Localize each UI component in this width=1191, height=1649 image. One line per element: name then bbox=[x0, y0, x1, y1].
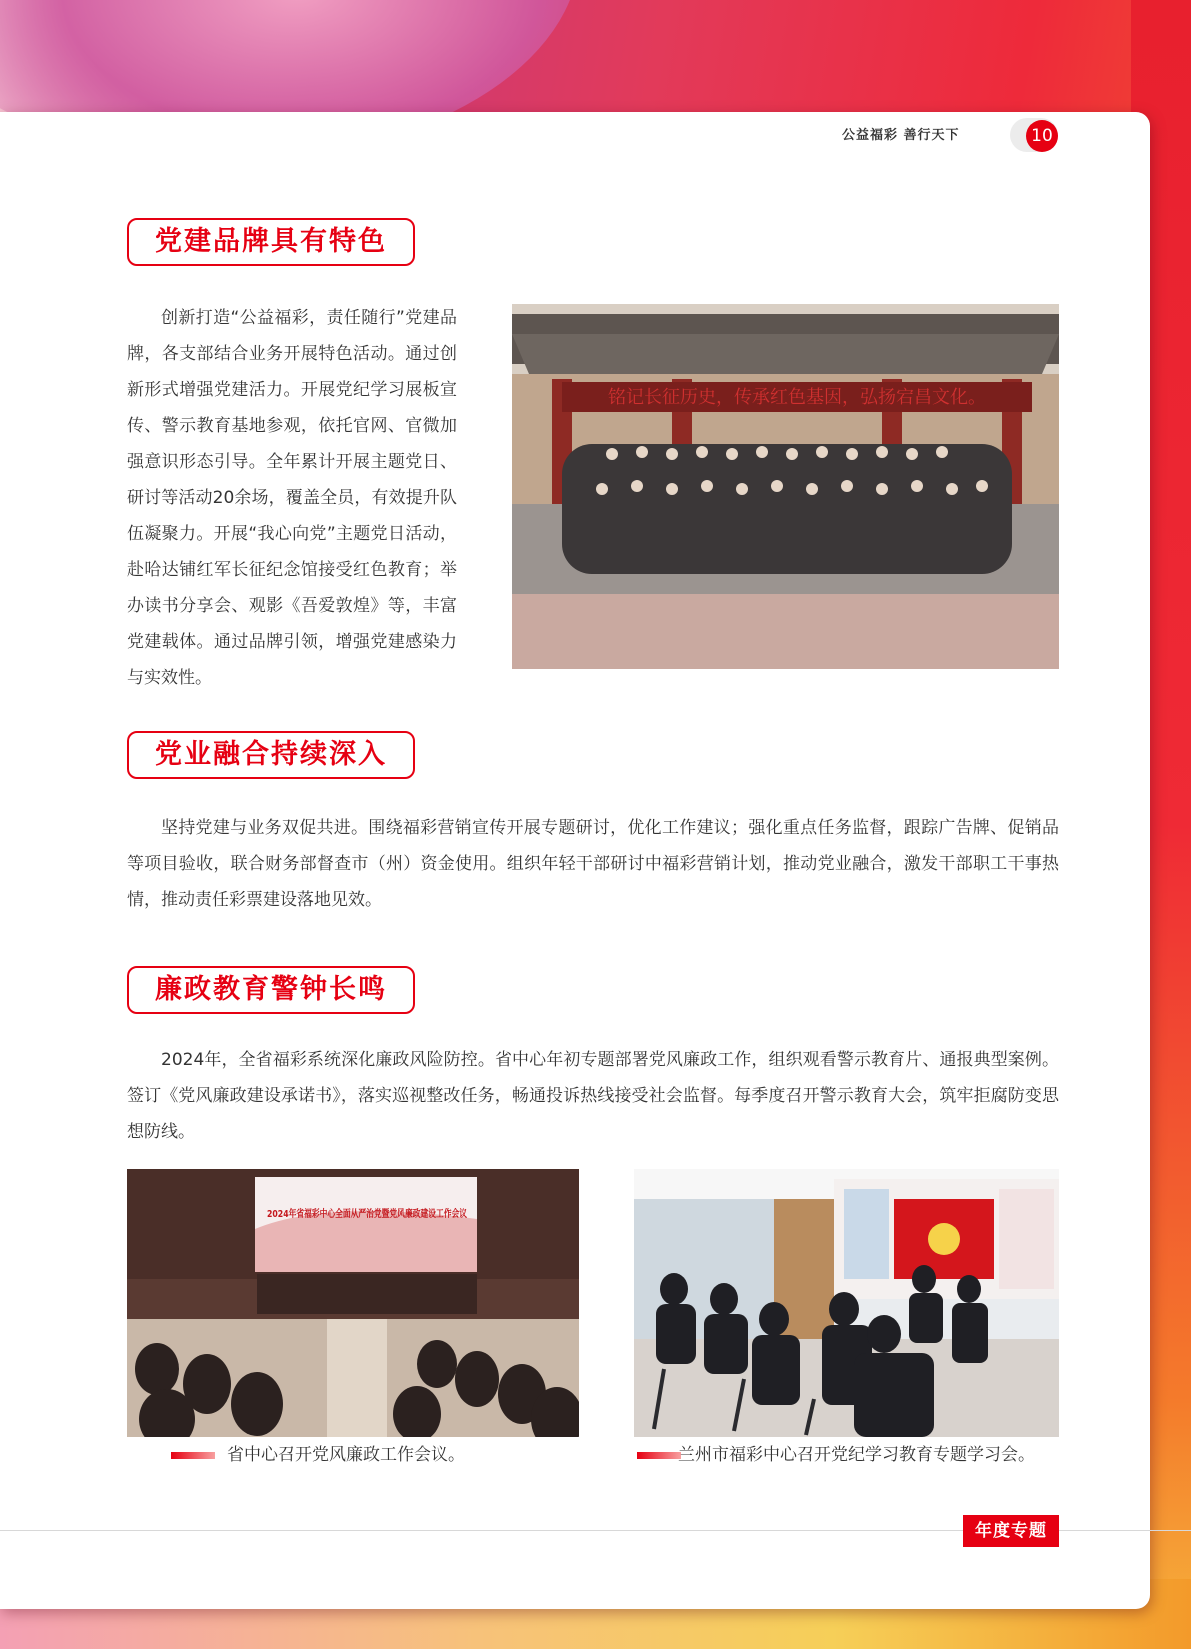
photo-study-session bbox=[634, 1169, 1059, 1437]
photo-meeting-hall-image bbox=[127, 1169, 579, 1437]
caption-marker-left bbox=[171, 1452, 215, 1459]
section-body-integrity: 2024年，全省福彩系统深化廉政风险防控。省中心年初专题部署党风廉政工作，组织观看警示教育片、通报典型案例。签订《党风廉政建设承诺书》，落实巡视整改任务，畅通投诉热线接受社会监督。每季度召开警示教育大会，筑牢拒腐防变思想防线。 bbox=[127, 1050, 1059, 1142]
caption-right: 兰州市福彩中心召开党纪学习教育专题学习会。 bbox=[678, 1445, 1035, 1465]
photo-group-memorial bbox=[512, 304, 1059, 669]
section-title-integrity: 廉政教育警钟长鸣 bbox=[127, 966, 415, 1014]
photo-study-session-image bbox=[634, 1169, 1059, 1437]
photo-meeting-hall bbox=[127, 1169, 579, 1437]
footer-tag: 年度专题 bbox=[963, 1515, 1059, 1547]
photo-banner-text: 铭记长征历史，传承红色基因，弘扬宕昌文化。 bbox=[608, 387, 986, 408]
section-body-party-business: 坚持党建与业务双促共进。围绕福彩营销宣传开展专题研讨，优化工作建议；强化重点任务监督，跟踪广告牌、促销品等项目验收，联合财务部督查市（州）资金使用。组织年轻干部研讨中福彩营销计划，推动党业融合，激发干部职工干事热情，推动责任彩票建设落地见效。 bbox=[127, 818, 1059, 910]
page-number: 10 bbox=[1026, 120, 1058, 152]
section-title-party-business: 党业融合持续深入 bbox=[127, 731, 415, 779]
section-title-party-brand: 党建品牌具有特色 bbox=[127, 218, 415, 266]
header-slogan: 公益福彩 善行天下 bbox=[842, 128, 960, 143]
photo-screen-text: 2024年省福彩中心全面从严治党暨党风廉政建设工作会议 bbox=[267, 1209, 525, 1220]
photo-group-memorial-image bbox=[512, 304, 1059, 669]
caption-marker-right bbox=[637, 1452, 681, 1459]
caption-left: 省中心召开党风廉政工作会议。 bbox=[227, 1445, 465, 1465]
section-body-party-brand: 创新打造“公益福彩，责任随行”党建品牌，各支部结合业务开展特色活动。通过创新形式增强党建活力。开展党纪学习展板宣传、警示教育基地参观，依托官网、官微加强意识形态引导。全年累计开展主题党日、研讨等活动20余场，覆盖全员，有效提升队伍凝聚力。开展“我心向党”主题党日活动，赴哈达铺红军长征纪念馆接受红色教育；举办读书分享会、观影《吾爱敦煌》等，丰富党建载体。通过品牌引领，增强党建感染力与实效性。 bbox=[127, 308, 457, 688]
